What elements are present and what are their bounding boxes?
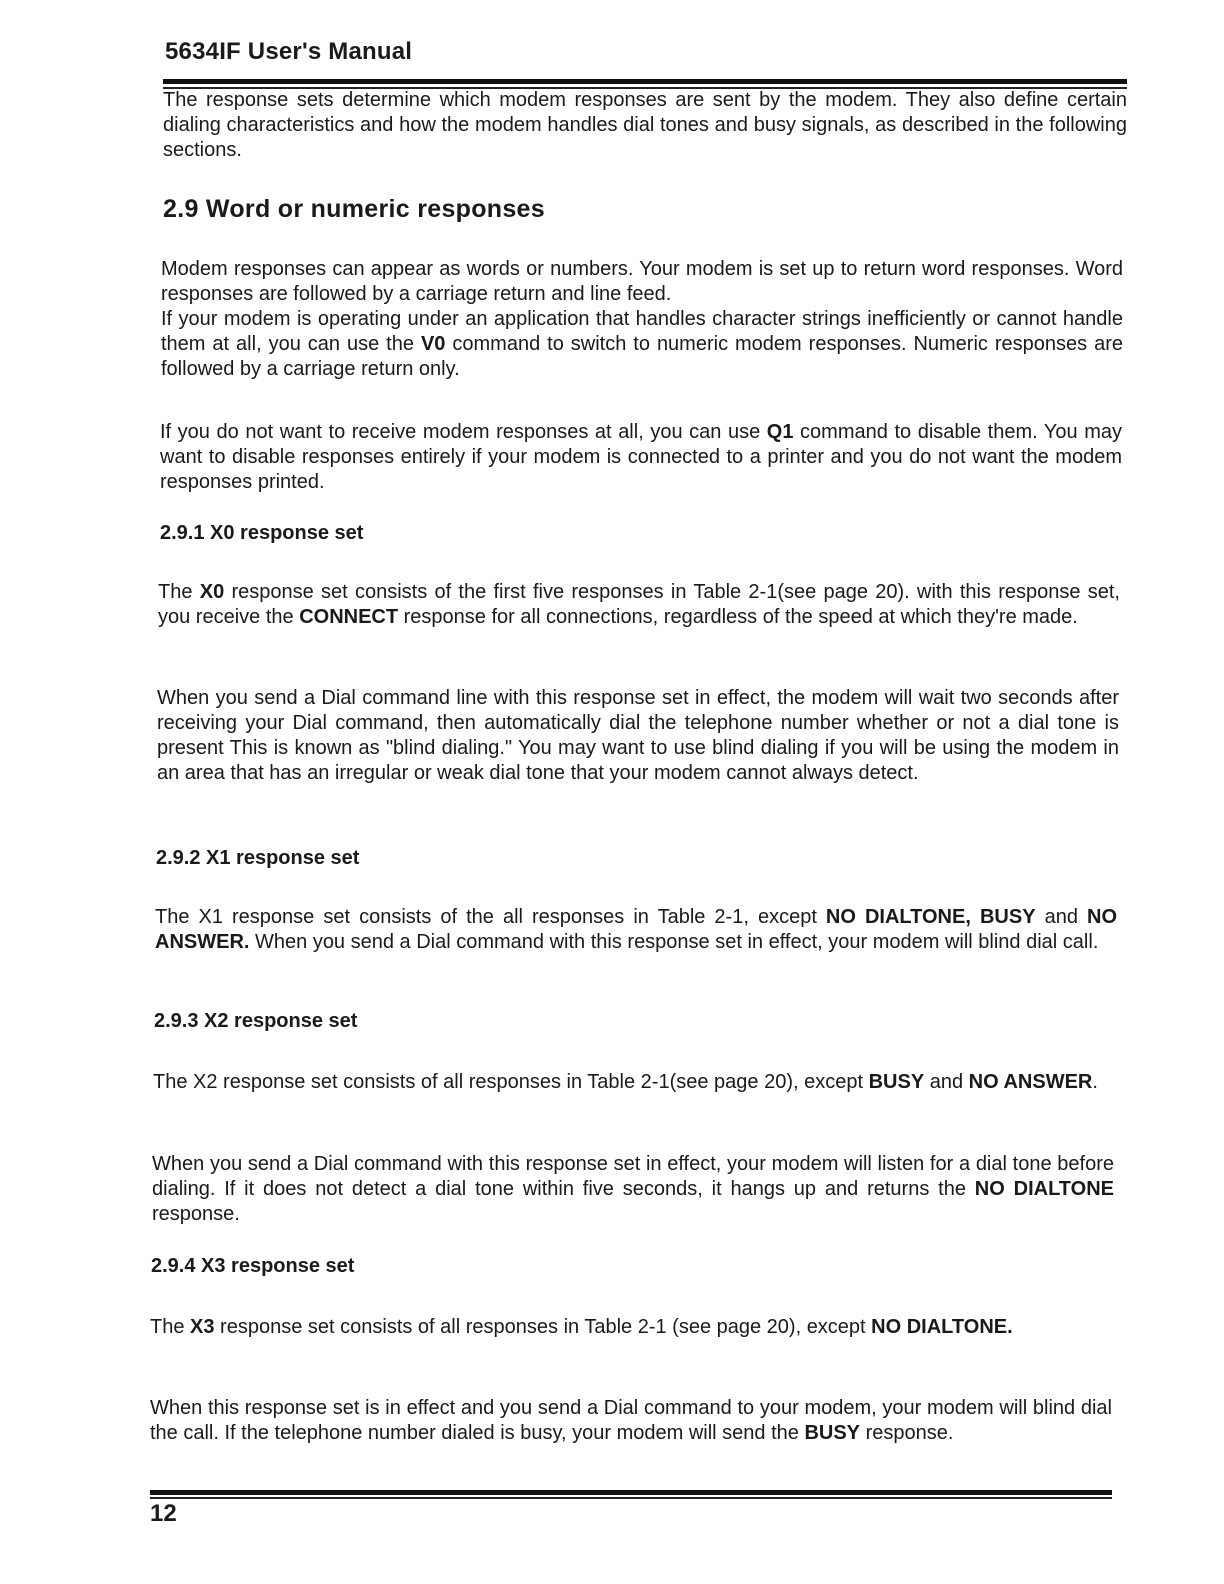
response-busy: BUSY xyxy=(979,906,1036,928)
paragraph-text: The xyxy=(150,1316,191,1338)
paragraph-text: response set consists of all responses in Table 2-1 (see page 20), except xyxy=(214,1316,872,1338)
header-rule-thick xyxy=(163,79,1127,84)
section-heading-2-9-3: 2.9.3 X2 response set xyxy=(154,1010,358,1032)
command-x0: X0 xyxy=(199,581,225,603)
paragraph-text: When you send a Dial command with this response set in effect, your modem will listen for a dial tone before dialing. If it does not detect a dial tone within five seconds, it hangs up and returns the xyxy=(152,1153,1114,1200)
section-2-9-4-paragraph-2 xyxy=(150,1396,1112,1446)
paragraph-text: When this response set is in effect and you send a Dial command to your modem, your modem will blind dial the call. If the telephone number dialed is busy, your modem will send the xyxy=(150,1397,1112,1444)
paragraph-text: command to disable them. You may want to disable responses entirely if your modem is connected to a printer and you do not want the modem responses printed. xyxy=(160,421,1122,493)
section-2-9-1-paragraph-1 xyxy=(158,580,1120,630)
paragraph-text: The xyxy=(158,581,200,603)
section-heading-2-9-4: 2.9.4 X3 response set xyxy=(151,1255,355,1277)
response-no-answer: NO ANSWER. xyxy=(155,906,1118,953)
paragraph-text: command to switch to numeric modem responses. Numeric responses are followed by a carriage return only. xyxy=(161,333,1124,380)
intro-paragraph: The response sets determine which modem responses are sent by the modem. They also define certain dialing characteristics and how the modem handles dial tones and busy signals, as described in the following sections. xyxy=(163,89,1127,161)
footer-rule-thin xyxy=(150,1497,1112,1499)
response-no-answer: NO ANSWER xyxy=(968,1071,1093,1093)
response-busy: BUSY xyxy=(868,1071,925,1093)
response-busy: BUSY xyxy=(804,1422,861,1444)
section-2-9-paragraph-1 xyxy=(161,257,1123,382)
section-2-9-4-paragraph-1 xyxy=(150,1315,1112,1340)
paragraph-text: If your modem is operating under an application that handles character strings inefficiently or cannot handle them at all, you can use the xyxy=(161,308,1123,355)
section-2-9-paragraph-2 xyxy=(160,420,1122,495)
section-2-9-1-paragraph-2: When you send a Dial command line with this response set in effect, the modem will wait two seconds after receiving your Dial command, then automatically dial the telephone number whether or not a dial tone is present This is known as "blind dialing." You may want to use blind dialing if you will be using the modem in an area that has an irregular or weak dial tone that your modem cannot always detect. xyxy=(157,687,1119,784)
paragraph-text: response. xyxy=(860,1422,954,1444)
command-x3: X3 xyxy=(190,1316,215,1338)
paragraph-text: and xyxy=(1035,906,1088,928)
response-connect: CONNECT xyxy=(299,606,399,628)
section-heading-2-9: 2.9 Word or numeric responses xyxy=(163,195,545,223)
paragraph-text: and xyxy=(924,1071,969,1093)
section-2-9-3-paragraph-2 xyxy=(152,1152,1114,1227)
paragraph-text: response. xyxy=(152,1203,240,1225)
paragraph-text: response for all connections, regardless of the speed at which they're made. xyxy=(398,606,1078,628)
paragraph-text: The X1 response set consists of the all responses in Table 2-1, except xyxy=(155,906,826,928)
section-2-9-3-paragraph-1 xyxy=(153,1070,1115,1095)
running-header: 5634IF User's Manual xyxy=(165,38,413,65)
page-number: 12 xyxy=(150,1500,177,1527)
section-heading-2-9-1: 2.9.1 X0 response set xyxy=(160,522,364,544)
command-q1: Q1 xyxy=(766,421,794,443)
paragraph-text: The X2 response set consists of all responses in Table 2-1(see page 20), except xyxy=(153,1071,869,1093)
paragraph-text: response set consists of the first five responses in Table 2-1(see page 20). with this response set, you receive the xyxy=(158,581,1120,628)
section-2-9-2-paragraph-1 xyxy=(155,905,1117,955)
paragraph-text: When you send a Dial command with this response set in effect, your modem will blind dial call. xyxy=(249,931,1099,953)
response-no-dialtone: NO DIALTONE, xyxy=(825,906,971,928)
section-heading-2-9-2: 2.9.2 X1 response set xyxy=(156,847,360,869)
paragraph-text: If you do not want to receive modem responses at all, you can use xyxy=(160,421,767,443)
paragraph-text: . xyxy=(1092,1071,1098,1093)
command-v0: V0 xyxy=(420,333,446,355)
footer-rule-thick xyxy=(150,1490,1112,1495)
response-no-dialtone: NO DIALTONE. xyxy=(871,1316,1013,1338)
paragraph-text: Modem responses can appear as words or numbers. Your modem is set up to return word responses. Word responses are followed by a carriage return and line feed. xyxy=(161,258,1123,305)
response-no-dialtone: NO DIALTONE xyxy=(974,1178,1115,1200)
